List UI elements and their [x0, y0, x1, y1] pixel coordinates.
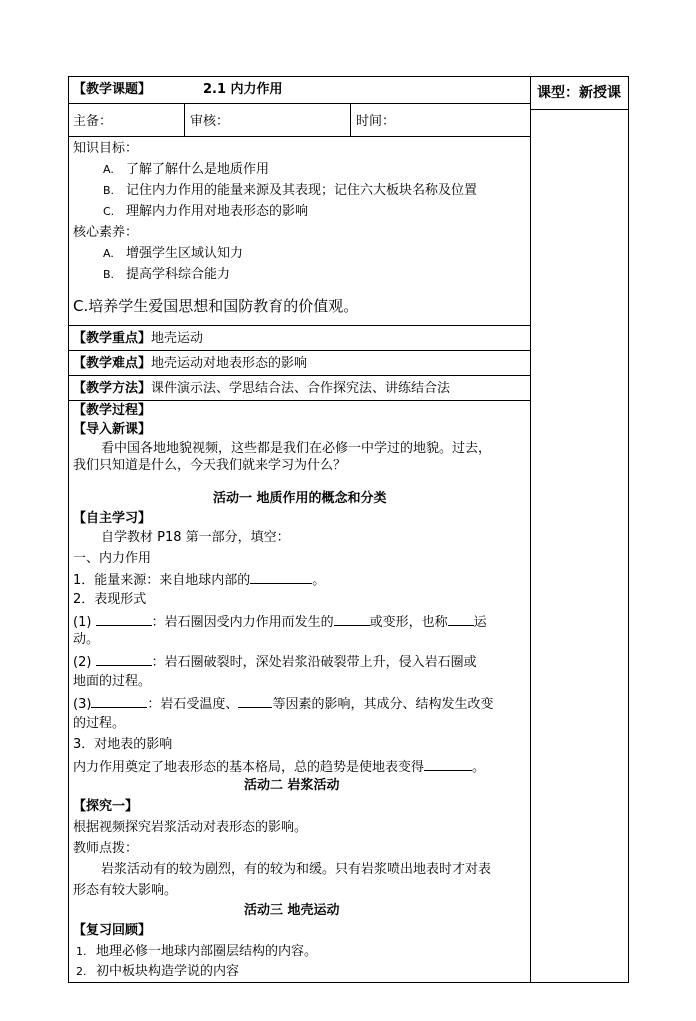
knowledge-title: 知识目标： — [73, 141, 139, 156]
form-line-continued: 地面的过程。 — [73, 674, 152, 689]
answer-blank[interactable] — [250, 570, 312, 584]
method-value: 课件演示法、学思结合法、合作探究法、讲练结合法 — [151, 381, 451, 396]
question-text: 1．能量来源：来自地球内部的 — [73, 573, 251, 588]
teaching-method — [73, 380, 450, 398]
list-item: 增强学生区域认知力 — [126, 246, 244, 261]
question-energy — [73, 570, 325, 590]
row-divider — [68, 350, 531, 351]
question-text: 。 — [472, 760, 486, 775]
lesson-title: 2.1 内力作用 — [203, 82, 283, 97]
difficult-point-value: 地壳运动对地表形态的影响 — [151, 356, 308, 371]
lesson-title-label: 【教学课题】 — [73, 82, 152, 97]
list-item: 了解了解什么是地质作用 — [126, 162, 270, 177]
row-divider — [68, 375, 531, 376]
question-text: 内力作用奠定了地表形态的基本格局，总的趋势是使地表变得 — [73, 760, 425, 775]
difficult-point-label: 【教学难点】 — [73, 356, 152, 371]
reviewer-label: 审核： — [190, 114, 230, 129]
preparer-label: 主备： — [73, 114, 113, 129]
form-magma — [73, 652, 477, 672]
question-text: ：岩石圈因受内力作用而发生的 — [151, 615, 334, 630]
course-type: 课型：新授课 — [537, 85, 621, 101]
row-divider — [68, 400, 531, 401]
impact-line — [73, 757, 485, 777]
review-title: 【复习回顾】 — [73, 923, 152, 938]
form-line-continued: 动。 — [73, 632, 100, 647]
row-divider — [68, 103, 531, 104]
list-item: 地理必修一地球内部圈层结构的内容。 — [96, 944, 318, 959]
activity-three-heading: 活动三 地壳运动 — [244, 903, 340, 918]
tip-line: 形态有较大影响。 — [73, 883, 178, 898]
item-number: (1) — [73, 615, 92, 630]
list-marker: 1. — [76, 945, 87, 958]
core-title: 核心素养： — [73, 225, 139, 240]
list-item: 记住内力作用的能量来源及其表现；记住六大板块名称及位置 — [126, 183, 478, 198]
question-text: 等因素的影响，其成分、结构发生改变 — [272, 697, 494, 712]
question-impact: 3．对地表的影响 — [73, 737, 173, 752]
item-number: (3) — [73, 697, 92, 712]
question-text: 运 — [473, 615, 487, 630]
list-marker: B. — [103, 268, 115, 281]
core-extra: C.培养学生爱国思想和国防教育的价值观。 — [73, 297, 359, 315]
list-marker: B. — [103, 184, 115, 197]
intro-title: 【导入新课】 — [73, 422, 152, 437]
key-point — [73, 330, 203, 348]
intro-line: 我们只知道是什么，今天我们就来学习为什么？ — [73, 458, 347, 473]
question-text: 或变形，也称 — [369, 615, 448, 630]
list-marker: A. — [103, 163, 114, 176]
activity-two-heading: 活动二 岩浆活动 — [244, 778, 340, 793]
answer-blank[interactable] — [238, 694, 272, 708]
self-study-title: 【自主学习】 — [73, 511, 152, 526]
list-marker: C. — [103, 205, 115, 218]
answer-blank[interactable] — [96, 652, 152, 666]
time-label: 时间： — [356, 114, 396, 129]
answer-blank[interactable] — [424, 757, 472, 771]
item-number: (2) — [73, 655, 92, 670]
section-internal-force: 一、内力作用 — [73, 551, 152, 566]
question-forms: 2．表现形式 — [73, 592, 147, 607]
method-label: 【教学方法】 — [73, 381, 152, 396]
form-crustal-movement — [73, 612, 487, 632]
list-item: 初中板块构造学说的内容 — [96, 964, 240, 979]
meta-divider — [184, 103, 185, 136]
key-point-value: 地壳运动 — [151, 331, 204, 346]
teacher-tip-title: 教师点拨： — [73, 841, 139, 856]
answer-blank[interactable] — [334, 612, 370, 626]
activity-one-heading: 活动一 地质作用的概念和分类 — [213, 491, 387, 506]
process-title: 【教学过程】 — [73, 403, 152, 418]
form-line-continued: 的过程。 — [73, 716, 126, 731]
form-metamorphism — [73, 694, 493, 714]
answer-blank[interactable] — [91, 694, 147, 708]
side-divider — [530, 109, 629, 110]
list-marker: 2. — [76, 965, 87, 978]
question-text: ：岩石受温度、 — [147, 697, 239, 712]
explore-one-title: 【探究一】 — [73, 799, 139, 814]
list-marker: A. — [103, 247, 114, 260]
self-study-line: 自学教材 P18 第一部分，填空： — [101, 530, 290, 545]
key-point-label: 【教学重点】 — [73, 331, 152, 346]
difficult-point — [73, 355, 307, 373]
side-table — [530, 76, 629, 983]
question-text: ：岩石圈破裂时，深处岩浆沿破裂带上升，侵入岩石圈或 — [151, 655, 477, 670]
tip-line: 岩浆活动有的较为剧烈，有的较为和缓。只有岩浆喷出地表时才对表 — [101, 862, 492, 877]
list-item: 提高学科综合能力 — [126, 267, 231, 282]
list-item: 理解内力作用对地表形态的影响 — [126, 204, 309, 219]
row-divider — [68, 136, 531, 137]
answer-blank[interactable] — [96, 612, 152, 626]
explore-one-line: 根据视频探究岩浆活动对表形态的影响。 — [73, 820, 308, 835]
question-text: 。 — [312, 573, 326, 588]
meta-divider — [350, 103, 351, 136]
intro-line: 看中国各地地貌视频，这些都是我们在必修一中学过的地貌。过去， — [101, 441, 492, 456]
answer-blank[interactable] — [448, 612, 474, 626]
row-divider — [68, 325, 531, 326]
